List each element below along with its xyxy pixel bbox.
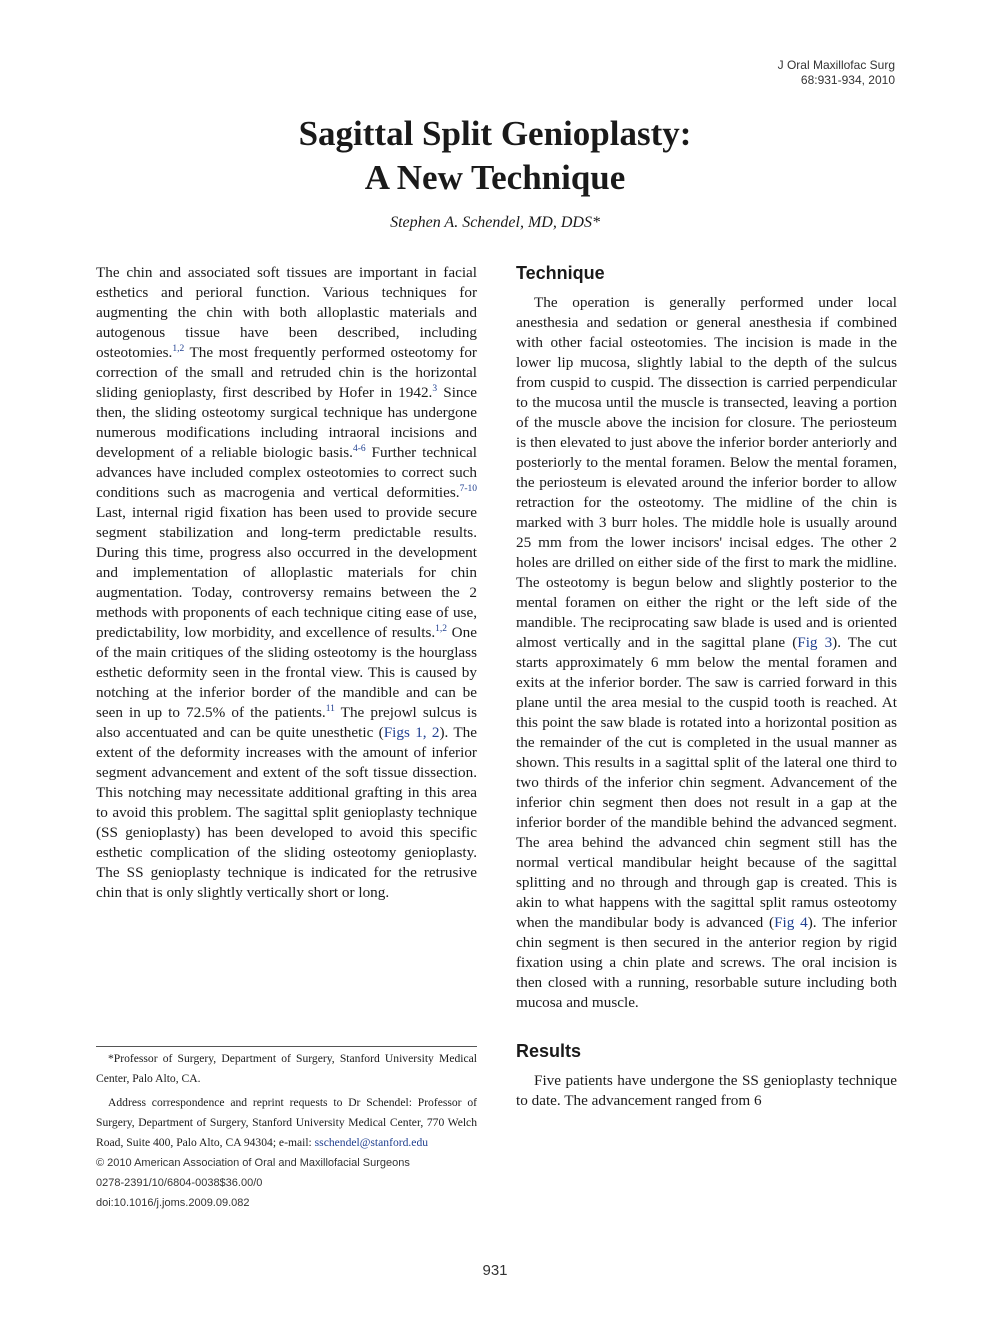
technique-text-1: The operation is generally performed under local anesthesia and sedation or general anesthesia if combined with other facial osteotomies. The incision is made in the lower lip mucosa, slightly labial to the depth of the sulcus from cuspid to cuspid. The dissection is carried perpendicular to the mucosa until the muscle is transected, leaving a portion of the muscle above the incision for closure. The periosteum is then elevated to just above the inferior border anteriorly and posteriorly to the mental foramen. Below the mental foramen, the periosteum is elevated around the inferior border to allow retraction for the osteotomy. The midline of the chin is marked with 3 burr holes. The middle hole is usually around 25 mm from the lower incisors' incisal edges. The other 2 holes are drilled on either side of the first to mark the midline. The osteotomy is begun below and slightly posterior to the mental foramen on either the right or the left side of the mandible. The reciprocating saw blade is used and is oriented almost vertically and in the sagittal plane (: [516, 294, 897, 651]
intro-text-5: Last, internal rigid fixation has been used to provide secure segment stabilization and long-term predictable results. During this time, progress also occurred in the development and implementation of alloplastic materials for chin augmentation. Today, controversy remains between the 2 methods with proponents of each technique citing ease of use, predictability, low morbidity, and excellence of results.: [96, 504, 477, 641]
intro-text-7: The prejowl sulcus is also accentuated and can be quite unesthetic (: [96, 704, 477, 741]
figure-link[interactable]: Fig 3: [797, 634, 833, 651]
issn-line: 0278-2391/10/6804-0038$36.00/0: [96, 1177, 263, 1189]
intro-text-1: The chin and associated soft tissues are important in facial esthetics and perioral function. Various techniques for augmenting the chin with both alloplastic materials and autogenous tissue have been described, including osteotomies.: [96, 264, 477, 361]
intro-text-4: Further technical advances have included complex osteotomies to correct such conditions such as macrogenia and vertical deformities.: [96, 444, 477, 501]
author-affiliation: *Professor of Surgery, Department of Surgery, Stanford University Medical Center, Palo Alto, CA.: [96, 1052, 477, 1085]
citation-ref[interactable]: 1,2: [435, 624, 448, 634]
citation-ref[interactable]: 11: [325, 704, 335, 714]
email-link[interactable]: sschendel@stanford.edu: [314, 1136, 429, 1149]
intro-text-6: One of the main critiques of the sliding osteotomy is the hourglass esthetic deformity seen in the frontal view. This is caused by notching at the inferior border of the mandible and can be seen in up to 72.5% of the patients.: [96, 624, 477, 721]
figure-link[interactable]: Figs 1, 2: [383, 724, 440, 741]
citation-ref[interactable]: 1,2: [172, 344, 185, 354]
citation-ref[interactable]: 4-6: [352, 444, 366, 454]
technique-text-3: ). The inferior chin segment is then secured in the anterior region by rigid fixation using a chin plate and screws. The oral incision is then closed with a running, resorbable suture including both mucosa and muscle.: [516, 914, 897, 1011]
journal-name: J Oral Maxillofac Surg: [777, 58, 895, 72]
right-column: [516, 263, 897, 1111]
article-title: [0, 112, 990, 200]
citation-ref[interactable]: 7-10: [459, 484, 477, 494]
page-number: 931: [482, 1262, 508, 1279]
copyright-line: © 2010 American Association of Oral and Maxillofacial Surgeons: [96, 1157, 410, 1169]
figure-link[interactable]: Fig 4: [774, 914, 808, 931]
citation-ref[interactable]: 3: [432, 384, 438, 394]
doi-line: doi:10.1016/j.joms.2009.09.082: [96, 1197, 250, 1209]
footnotes: [96, 1046, 477, 1213]
intro-text-2: The most frequently performed osteotomy for correction of the small and retruded chin is the horizontal sliding genioplasty, first described by Hofer in 1942.: [96, 344, 477, 401]
section-heading-technique: Technique: [516, 263, 605, 283]
title-line-2: A New Technique: [364, 158, 626, 197]
journal-volume-pages: 68:931-934, 2010: [800, 73, 895, 87]
technique-text-2: ). The cut starts approximately 6 mm below the mental foramen and exits at the inferior border. The saw is carried forward in this plane until the area mesial to the cuspid tooth is reached. At this point the saw blade is rotated into a horizontal position as the remainder of the cut is completed in the usual manner as shown. This results in a sagittal split of the lateral one third to two thirds of the inferior chin segment. Advancement of the inferior chin segment then does not result in a gap at the inferior border of the mandible behind the advanced segment. The area behind the advanced chin segment still has the normal vertical mandibular height because of the sagittal splitting and no through and through gap is created. This is akin to what happens with the sagittal split ramus osteotomy when the mandibular body is advanced (: [516, 634, 898, 931]
correspondence-text: Address correspondence and reprint requests to Dr Schendel: Professor of Surgery, Department of Surgery, Stanford University Medical Center, 770 Welch Road, Suite 400, Palo Alto, CA 94304; e-mail:: [96, 1096, 477, 1149]
journal-citation: [778, 58, 895, 88]
intro-text-3: Since then, the sliding osteotomy surgical technique has undergone numerous modifications including intraoral incisions and development of a reliable biologic basis.: [96, 384, 477, 461]
author-line: Stephen A. Schendel, MD, DDS*: [390, 214, 600, 231]
intro-paragraph: [96, 263, 477, 903]
results-paragraph: Five patients have undergone the SS genioplasty technique to date. The advancement ranged from 6: [516, 1072, 897, 1109]
title-line-1: Sagittal Split Genioplasty:: [298, 114, 692, 153]
left-column: [96, 263, 477, 903]
correspondence-note: [96, 1093, 477, 1153]
intro-text-8: ). The extent of the deformity increases with the amount of inferior segment advancement and extent of the soft tissue dissection. This notching may necessitate additional grafting in this area to avoid this problem. The sagittal split genioplasty technique (SS genioplasty) has been developed to avoid this specific esthetic complication of the sliding osteotomy genioplasty. The SS genioplasty technique is indicated for the retrusive chin that is only slightly vertically short or long.: [96, 724, 478, 901]
section-heading-results: Results: [516, 1041, 582, 1061]
technique-paragraph: [516, 293, 897, 1013]
